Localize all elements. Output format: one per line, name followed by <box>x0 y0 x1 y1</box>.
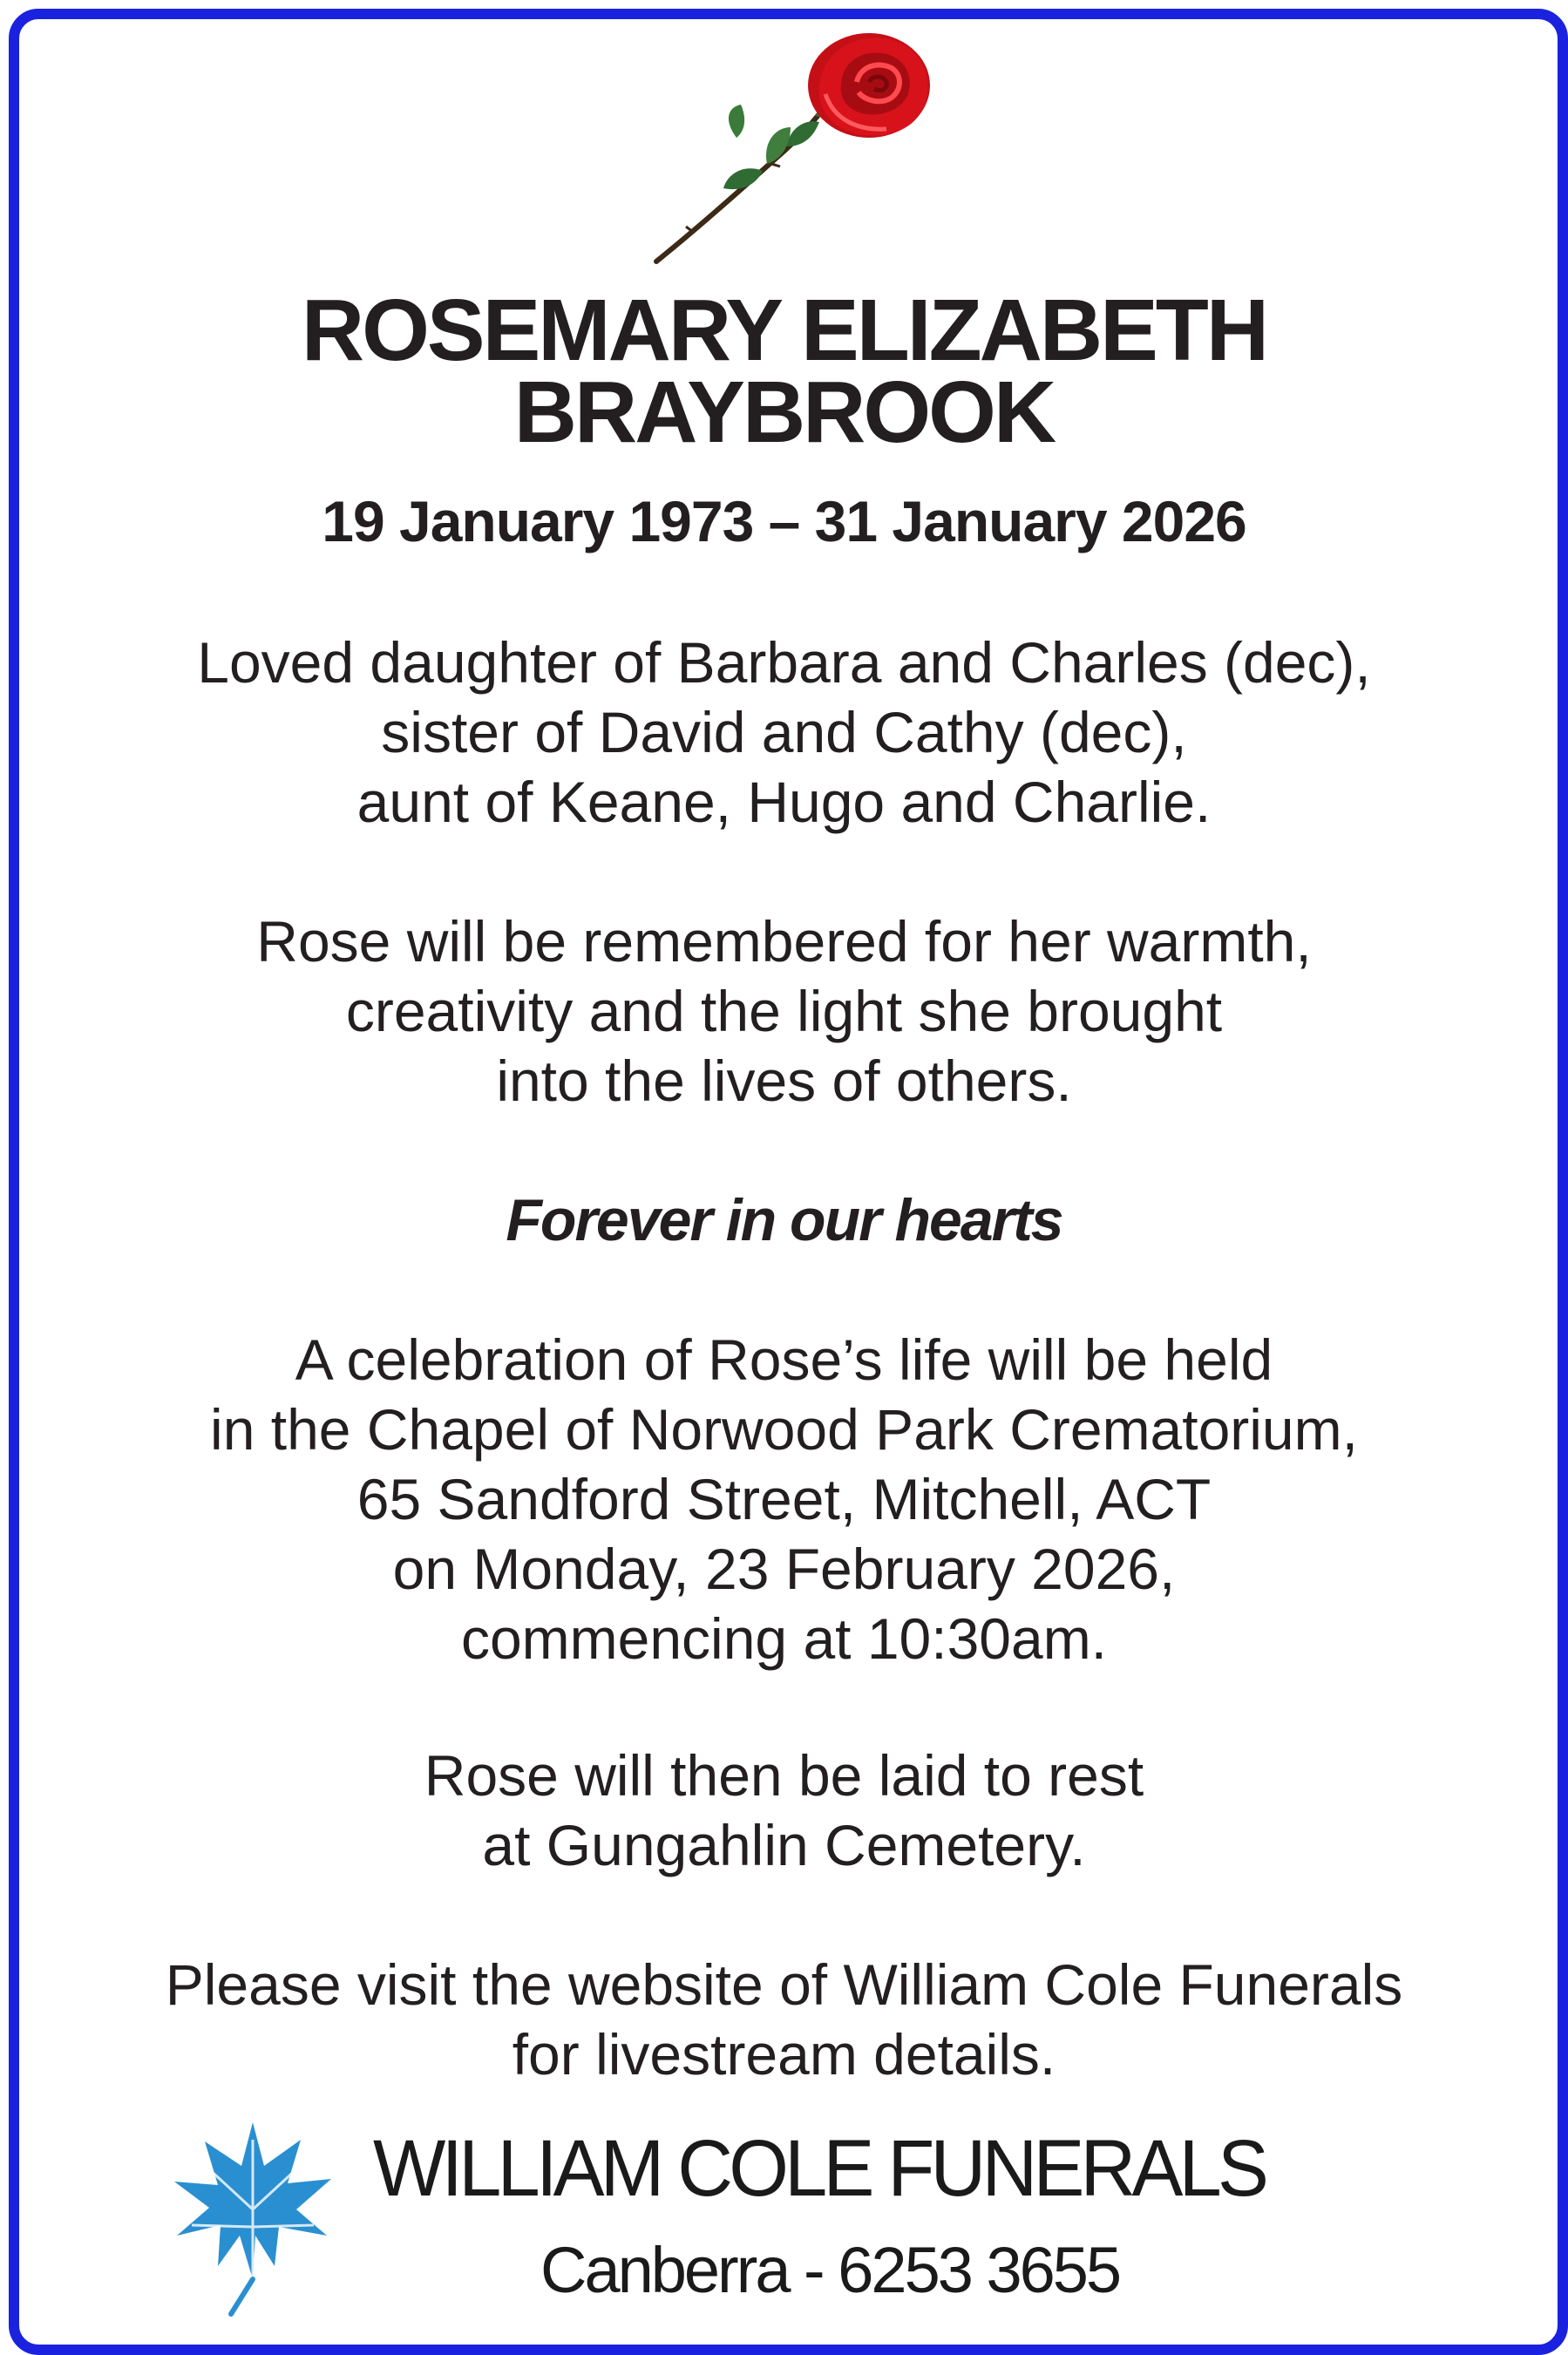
funeral-home-contact: Canberra - 6253 3655 <box>540 2234 1120 2306</box>
text-line: creativity and the light she brought <box>345 979 1223 1043</box>
text-line: Rose will be remembered for her warmth, <box>256 909 1312 974</box>
family-paragraph <box>0 628 1568 837</box>
text-line: for livestream details. <box>512 2022 1056 2087</box>
tagline: Forever in our hearts <box>506 1187 1062 1253</box>
text-line: Please visit the website of William Cole Funerals <box>165 1952 1403 2017</box>
funeral-home-logo-name: WILLIAM COLE FUNERALS <box>373 2124 1266 2213</box>
service-paragraph <box>0 1325 1568 1673</box>
text-line: Loved daughter of Barbara and Charles (dec), <box>197 630 1371 695</box>
rose-icon <box>641 33 937 277</box>
text-line: A celebration of Rose’s life will be held <box>295 1327 1273 1392</box>
text-line: into the lives of others. <box>496 1049 1072 1113</box>
burial-paragraph <box>0 1741 1568 1880</box>
name-line: ROSEMARY ELIZABETH <box>301 282 1267 379</box>
deceased-name <box>0 282 1568 461</box>
tribute-paragraph <box>0 906 1568 1116</box>
life-dates: 19 January 1973 – 31 January 2026 <box>322 489 1246 553</box>
text-line: sister of David and Cathy (dec), <box>381 700 1187 764</box>
text-line: at Gungahlin Cemetery. <box>482 1813 1086 1877</box>
name-line: BRAYBROOK <box>513 363 1055 461</box>
text-line: 65 Sandford Street, Mitchell, ACT <box>356 1467 1212 1531</box>
text-line: Rose will then be laid to rest <box>424 1743 1144 1808</box>
text-line: commencing at 10:30am. <box>460 1606 1108 1671</box>
livestream-paragraph <box>0 1950 1568 2089</box>
maple-leaf-icon <box>170 2114 336 2318</box>
text-line: on Monday, 23 February 2026, <box>392 1537 1176 1601</box>
text-line: in the Chapel of Norwood Park Crematorium, <box>210 1397 1358 1462</box>
text-line: aunt of Keane, Hugo and Charlie. <box>356 770 1212 834</box>
